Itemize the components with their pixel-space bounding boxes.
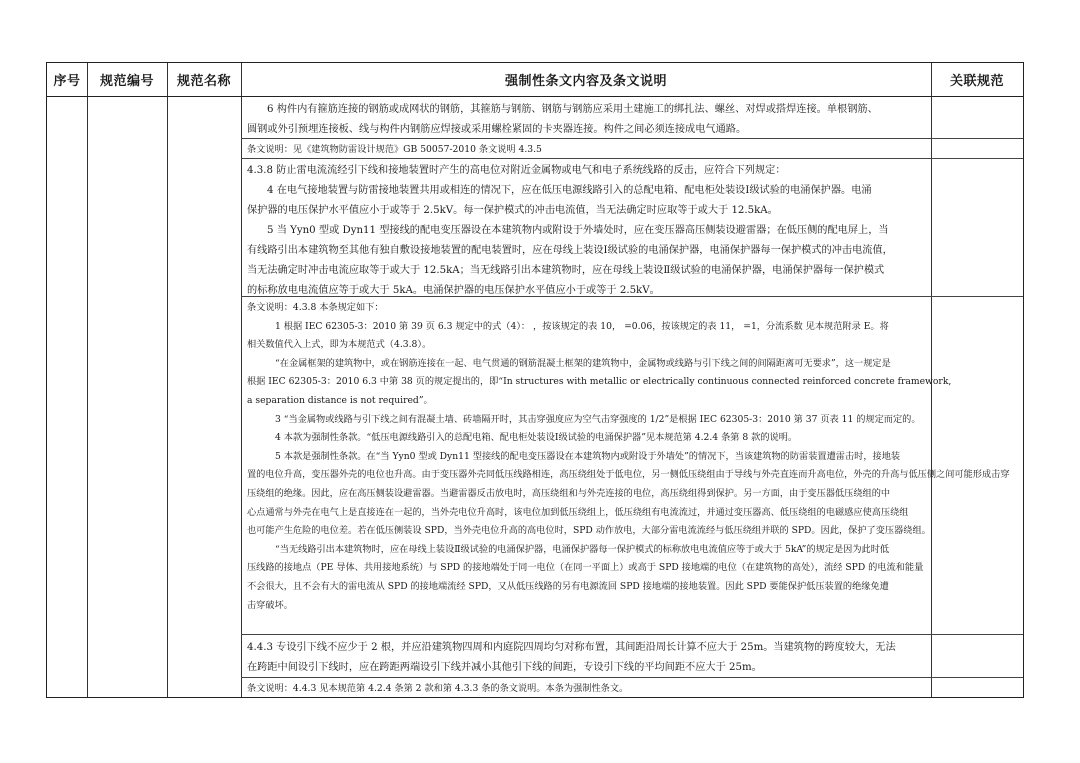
- header-content: 强制性条文内容及条文说明: [504, 74, 667, 89]
- clause-explanation: [241, 139, 931, 158]
- explanation-line: 3 “当金属物或线路与引下线之间有混凝土墙、砖墙隔开时，其击穿强度应为空气击穿强度的 1/2”是根据 IEC 62305-3：2010 第 37 页表 11 的规定而定的。: [275, 413, 921, 425]
- explanation-line: 1 根据 IEC 62305-3：2010 第 39 页 6.3 规定中的式（4）： ，按该规定的表 10， =0.06，按该规定的表 11， =1，分流系数 见本规范附录 E。将: [275, 320, 889, 332]
- clause-explanation: [241, 678, 931, 697]
- clause-text-block: [241, 98, 931, 138]
- clause-explanation: [241, 297, 1010, 634]
- header-related: 关联规范: [949, 74, 1004, 89]
- header-divider: [47, 96, 1023, 97]
- explanation-line: “当无线路引出本建筑物时，应在母线上装设Ⅱ级试验的电涌保护器，电涌保护器每一保护模式的标称放电电流值应等于或大于 5kA”的规定是因为此时低: [275, 543, 890, 555]
- clause-line: 在跨距中间设引下线时，应在跨距两端设引下线并减小其他引下线的间距，专设引下线的平均间距不应大于 25m。: [247, 662, 762, 673]
- explanation-line: 置的电位升高，变压器外壳的电位也升高。由于变压器外壳同低压线路相连，高压绕组处于低电位，另一侧低压绕组由于导线与外壳直连而升高电位，外壳的升高与低压侧之间可能形成击穿: [247, 469, 1010, 481]
- explanation-line: 心点通常与外壳在电气上是直接连在一起的，当外壳电位升高时，该电位加到低压绕组上，低压绕组有电流流过，并通过变压器高、低压绕组的电磁感应使高压绕组: [247, 506, 909, 518]
- col-divider-2: [167, 63, 168, 697]
- clause-text-block: [241, 636, 931, 677]
- clause-line: 4.4.3 专设引下线不应少于 2 根，并应沿建筑物四周和内庭院四周均匀对称布置，其间距沿周长计算不应大于 25m。当建筑物的跨度较大，无法: [247, 642, 896, 653]
- explanation-line: 根据 IEC 62305-3：2010 6.3 中第 38 页的规定提出的，即“In structures with metallic or electrically continuous connected reinforced concrete framework,: [247, 376, 952, 388]
- clause-line: 当无法确定时冲击电流应取等于或大于 12.5kA；当无线路引出本建筑物时，应在母线上装设Ⅱ级试验的电涌保护器，电涌保护器每一保护模式: [247, 265, 885, 276]
- clause-line: 有线路引出本建筑物至其他有独自敷设接地装置的配电装置时，应在母线上装设Ⅰ级试验的电涌保护器，电涌保护器每一保护模式的冲击电流值，: [247, 245, 893, 256]
- clause-text-block: [241, 159, 931, 296]
- explanation-line: 也可能产生危险的电位差。若在低压侧装设 SPD，当外壳电位升高的高电位时，SPD 动作放电，大部分雷电流流经与低压绕组并联的 SPD。因此，保护了变压器绕组。: [247, 525, 931, 537]
- clause-line: 6 构件内有箍筋连接的钢筋或成网状的钢筋，其箍筋与钢筋、钢筋与钢筋应采用土建施工的绑扎法、螺丝、对焊或搭焊连接。单根钢筋、: [267, 104, 878, 115]
- explanation-line: “在金属框架的建筑物中，或在钢筋连接在一起、电气贯通的钢筋混凝土框架的建筑物中，金属物或线路与引下线之间的间隔距离可无要求”，这一规定是: [275, 357, 891, 369]
- clause-line: 5 当 Yyn0 型或 Dyn11 型接线的配电变压器设在本建筑物内或附设于外墙处时，应在变压器高压侧装设避雷器；在低压侧的配电屏上，当: [267, 225, 889, 236]
- header-serial-no: 序号: [53, 74, 81, 89]
- explanation-line: 击穿破坏。: [247, 599, 293, 611]
- clause-line: 4 在电气接地装置与防雷接地装置共用或相连的情况下，应在低压电源线路引入的总配电箱、配电柜处装设Ⅰ级试验的电涌保护器。电涌: [267, 185, 872, 196]
- explanation-line: 5 本款是强制性条款。在“当 Yyn0 型或 Dyn11 型接线的配电变压器设在本建筑物内或附设于外墙处”的情况下，当该建筑物的防雷装置遭雷击时，接地装: [275, 450, 901, 462]
- explanation-line: 条文说明：4.3.8 本条规定如下：: [247, 302, 384, 313]
- explanation-line: 压线路的接地点（PE 导体、共用接地系统）与 SPD 的接地端处于同一电位（在同一平面上）或高于 SPD 接地端的电位（在建筑物的高处），流经 SPD 的电流和能量: [247, 562, 924, 574]
- clause-line: 保护器的电压保护水平值应小于或等于 2.5kV。每一保护模式的冲击电流值，当无法确定时应取等于或大于 12.5kA。: [247, 205, 778, 216]
- explanation-line: 条文说明：见《建筑物防雷设计规范》GB 50057-2010 条文说明 4.3.5: [247, 144, 542, 155]
- col-divider-1: [87, 63, 88, 697]
- clause-line: 圆钢或外引预埋连接板、线与构件内钢筋应焊接或采用螺栓紧固的卡夹器连接。构件之间必须连接成电气通路。: [247, 124, 747, 135]
- explanation-line: 相关数值代入上式，即为本规范式（4.3.8）。: [247, 339, 432, 351]
- explanation-line: 不会很大，且不会有大的雷电流从 SPD 的接地端流经 SPD，又从低压线路的另有电源流回 SPD 接地端的接地装置。因此 SPD 要能保护低压装置的绝缘免遭: [247, 580, 889, 592]
- regulation-table: [46, 62, 1024, 698]
- explanation-line: 压绕组的绝缘。因此，应在高压侧装设避雷器。当避雷器反击放电时，高压绕组和与外壳连接的电位，高压绕组得到保护。另一方面，由于变压器低压绕组的中: [247, 487, 891, 499]
- explanation-line: a separation distance is not required”。: [247, 394, 433, 406]
- header-name: 规范名称: [176, 74, 231, 89]
- header-code: 规范编号: [99, 74, 154, 89]
- explanation-line: 4 本款为强制性条款。“低压电源线路引入的总配电箱、配电柜处装设Ⅰ级试验的电涌保护器”见本规范第 4.2.4 条第 8 款的说明。: [275, 432, 798, 444]
- explanation-line: 条文说明：4.4.3 见本规范第 4.2.4 条第 2 款和第 4.3.3 条的条文说明。本条为强制性条文。: [247, 683, 629, 694]
- clause-line: 4.3.8 防止雷电流流经引下线和接地装置时产生的高电位对附近金属物或电气和电子系统线路的反击，应符合下列规定：: [247, 165, 786, 176]
- clause-line: 的标称放电电流值应等于或大于 5kA。电涌保护器的电压保护水平值应小于或等于 2.5kV。: [247, 285, 660, 296]
- row-divider: [241, 634, 1023, 635]
